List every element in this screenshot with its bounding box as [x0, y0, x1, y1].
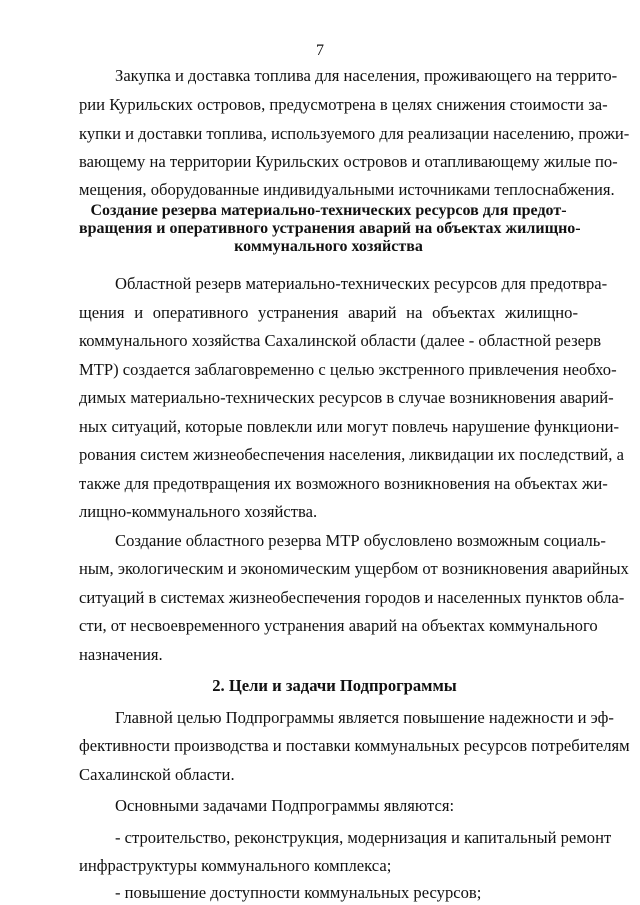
text-line: щения и оперативного устранения аварий на объектах жилищно- — [79, 303, 578, 322]
text-line: - строительство, реконструкция, модернизация и капитальный ремонт — [115, 828, 612, 847]
text-line: ных ситуаций, которые повлекли или могут повлечь нарушение функциони- — [79, 417, 620, 436]
text-line: инфраструктуры коммунального комплекса; — [79, 856, 392, 875]
text-line: МТР) создается заблаговременно с целью экстренного привлечения необхо- — [79, 360, 617, 379]
text-line: рии Курильских островов, предусмотрена в целях снижения стоимости за- — [79, 95, 608, 114]
text-line: купки и доставки топлива, используемого для реализации населению, прожи- — [79, 124, 630, 143]
text-line: фективности производства и поставки коммунальных ресурсов потребителям — [79, 736, 630, 755]
tasks-intro: Основными задачами Подпрограммы являются: — [115, 796, 455, 815]
text-line: ситуаций в системах жизнеобеспечения городов и населенных пунктов обла- — [79, 588, 625, 607]
heading-line: Создание резерва материально-технических ресурсов для предот- — [90, 202, 567, 219]
heading-line: коммунального хозяйства — [234, 238, 423, 255]
text-line: Закупка и доставка топлива для населения, проживающего на террито- — [115, 66, 618, 85]
text-line: ным, экологическим и экономическим ущербом от возникновения аварийных — [79, 559, 629, 578]
text-line: также для предотвращения их возможного возникновения на объектах жи- — [79, 474, 608, 493]
text-line: рования систем жизнеобеспечения населения, ликвидации их последствий, а — [79, 445, 624, 464]
text-line: Создание областного резерва МТР обусловлено возможным социаль- — [115, 531, 606, 550]
text-line: лищно-коммунального хозяйства. — [79, 502, 318, 521]
text-line: Главной целью Подпрограммы является повышение надежности и эф- — [115, 708, 614, 727]
task-item-2: - повышение доступности коммунальных ресурсов; — [115, 883, 482, 902]
text-line: Сахалинской области. — [79, 765, 235, 784]
page-number: 7 — [316, 42, 324, 59]
goals-section-heading: 2. Цели и задачи Подпрограммы — [212, 676, 457, 695]
text-line: димых материально-технических ресурсов в случае возникновения аварий- — [79, 388, 614, 407]
text-line: вающему на территории Курильских островов и отапливающему жилые по- — [79, 152, 618, 171]
heading-line: вращения и оперативного устранения аварий на объектах жилищно- — [79, 220, 581, 237]
text-line: Областной резерв материально-технических ресурсов для предотвра- — [115, 274, 608, 293]
text-line: коммунального хозяйства Сахалинской области (далее - областной резерв — [79, 331, 602, 350]
text-line: назначения. — [79, 645, 163, 664]
text-line: мещения, оборудованные индивидуальными источниками теплоснабжения. — [79, 180, 615, 199]
text-line: сти, от несвоевременного устранения аварий на объектах коммунального — [79, 616, 598, 635]
